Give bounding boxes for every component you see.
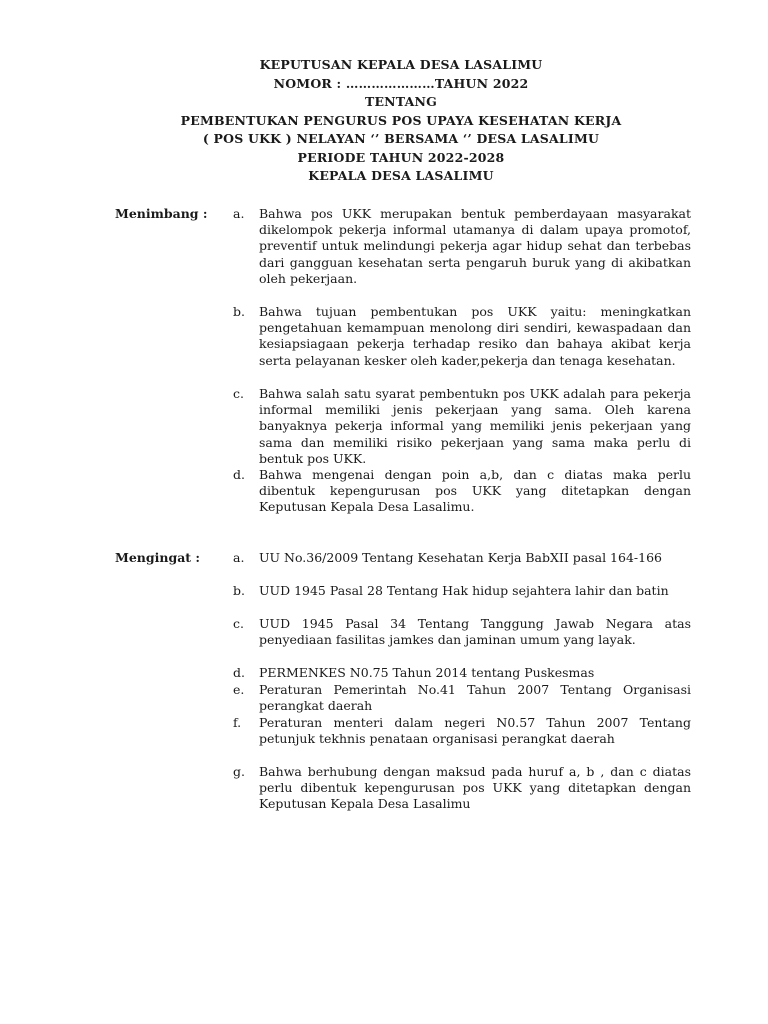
item-marker: g. [233,764,245,779]
decree-subject: PEMBENTUKAN PENGURUS POS UPAYA KESEHATAN KERJA [180,112,622,128]
decree-number: NOMOR : …………………TAHUN 2022 [273,75,529,91]
item-text: UUD 1945 Pasal 28 Tentang Hak hidup sejahtera lahir dan batin [259,583,669,598]
mengingat-item-g [233,764,691,813]
mengingat-item-a [233,550,691,566]
menimbang-item-a [233,206,691,287]
item-marker: b. [233,583,245,598]
item-marker: d. [233,665,245,680]
mengingat-item-f [233,715,691,747]
item-text: Bahwa mengenai dengan poin a,b, dan c diatas maka perlu dibentuk kepengurusan pos UKK yang ditetapkan dengan Keputusan Kepala Desa Lasalimu. [259,467,691,515]
item-marker: d. [233,467,245,482]
menimbang-item-d [233,467,691,516]
mengingat-item-b [233,583,691,599]
menimbang-item-b [233,304,691,369]
item-text: Peraturan menteri dalam negeri N0.57 Tahun 2007 Tentang petunjuk tekhnis penataan organisasi perangkat daerah [259,715,691,747]
item-text: Bahwa tujuan pembentukan pos UKK yaitu: meningkatkan pengetahuan kemampuan menolong diri sendiri, kewaspadaan dan kesiapsiagaan pekerja terhadap resiko dan bahaya akibat kerja serta pelayanan kesker oleh kader,pekerja dan tenaga kesehatan. [259,304,691,368]
decree-period: PERIODE TAHUN 2022-2028 [297,149,505,165]
item-marker: c. [233,386,244,401]
document-header [0,56,768,186]
item-marker: a. [233,550,245,565]
mengingat-item-d [233,665,691,681]
item-marker: a. [233,206,245,221]
decree-about: TENTANG [364,94,438,109]
item-text: Bahwa salah satu syarat pembentukn pos UKK adalah para pekerja informal memiliki jenis pekerjaan yang sama. Oleh karena banyaknya pekerja informal yang memiliki jenis pekerjaan yang sama dan memiliki risiko pekerjaan yang sama maka perlu di bentuk pos UKK. [259,386,691,466]
decree-subject-detail: ( POS UKK ) NELAYAN ‘’ BERSAMA ‘’ DESA LASALIMU [202,131,600,146]
mengingat-item-c [233,616,691,648]
decree-issuer: KEPALA DESA LASALIMU [308,168,494,183]
item-marker: f. [233,715,242,730]
item-marker: b. [233,304,245,319]
mengingat-label: Mengingat : [115,550,201,565]
item-text: UUD 1945 Pasal 34 Tentang Tanggung Jawab Negara atas penyediaan fasilitas jamkes dan jaminan umum yang layak. [259,616,691,648]
menimbang-item-c [233,386,691,467]
mengingat-item-e [233,682,691,714]
item-text: PERMENKES N0.75 Tahun 2014 tentang Puskesmas [259,665,595,680]
item-text: Peraturan Pemerintah No.41 Tahun 2007 Tentang Organisasi perangkat daerah [259,682,691,714]
menimbang-label: Menimbang : [115,206,208,221]
item-text: Bahwa berhubung dengan maksud pada huruf a, b , dan c diatas perlu dibentuk kepengurusan pos UKK yang ditetapkan dengan Keputusan Kepala Desa Lasalimu [259,764,691,812]
item-marker: c. [233,616,244,631]
decree-title: KEPUTUSAN KEPALA DESA LASALIMU [259,57,543,72]
item-text: Bahwa pos UKK merupakan bentuk pemberdayaan masyarakat dikelompok pekerja informal utamanya di dalam upaya promotof, preventif untuk melindungi pekerja agar hidup sehat dan terbebas dari gangguan kesehatan serta pengaruh buruk yang di akibatkan oleh pekerjaan. [259,206,691,286]
item-marker: e. [233,682,245,697]
item-text: UU No.36/2009 Tentang Kesehatan Kerja BabXII pasal 164-166 [259,550,662,565]
